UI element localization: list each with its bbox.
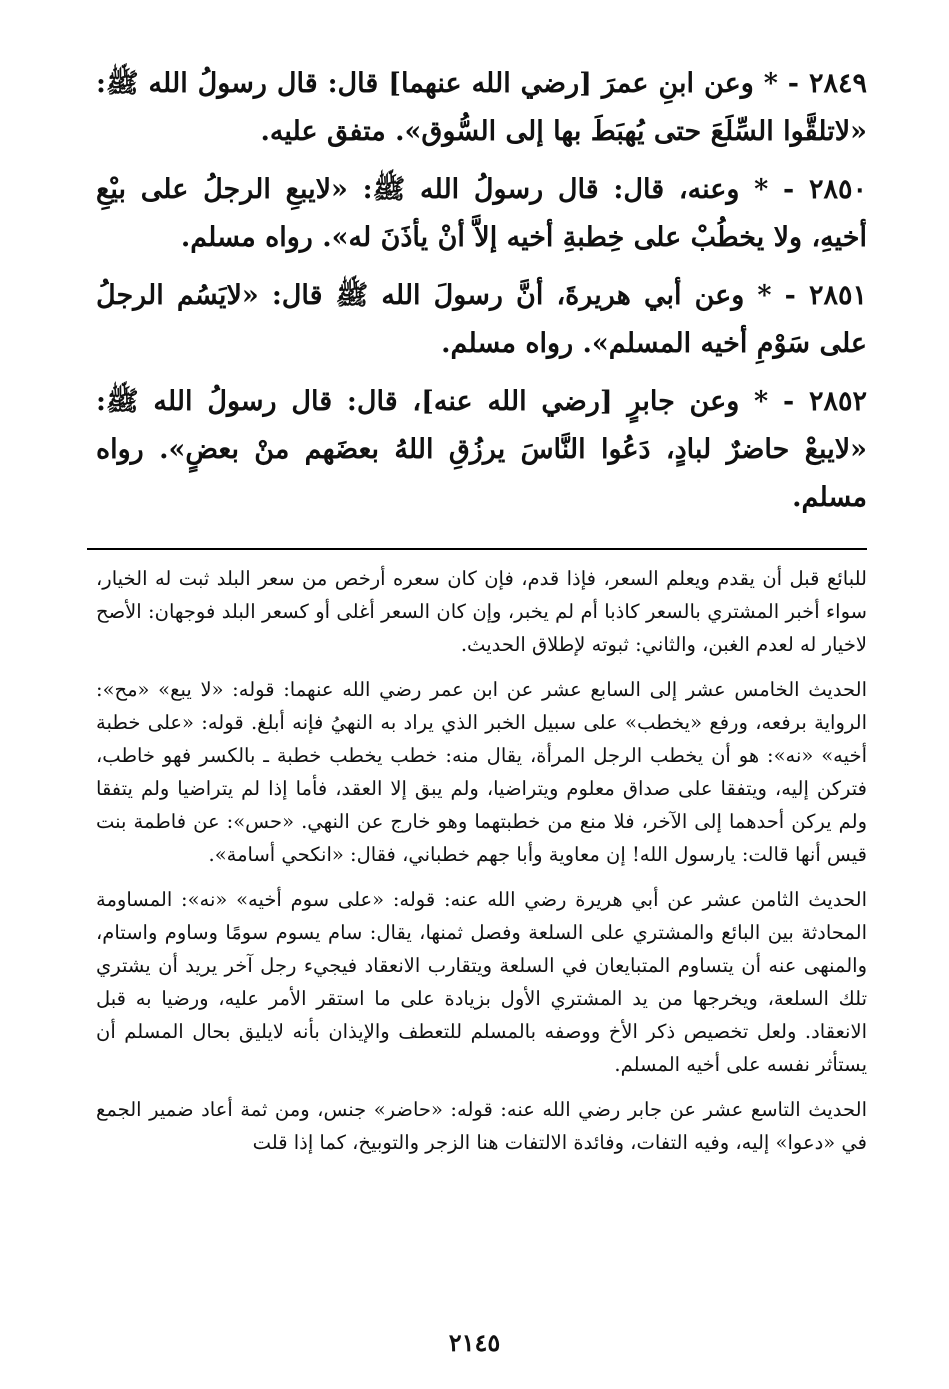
hadith-2849: ٢٨٤٩ - * وعن ابنِ عمرَ [رضي الله عنهما] قال: قال رسولُ الله ﷺ: «لاتلقَّوا السِّلَعَ حتى يُهبَطَ بها إلى السُّوق». متفق عليه. <box>96 68 867 147</box>
hadith-2852: ٢٨٥٢ - * وعن جابرٍ [رضي الله عنه]، قال: قال رسولُ الله ﷺ: «لايبعْ حاضرٌ لبادٍ، دَعُوا النَّاسَ يرزُقِ اللهُ بعضَهم منْ بعضٍ». رواه مسلم. <box>96 386 867 513</box>
commentary-section <box>96 562 867 1159</box>
page-number: ٢١٤٥ <box>448 1328 501 1357</box>
footnote-divider <box>87 548 867 550</box>
commentary-paragraph-1: للبائع قبل أن يقدم ويعلم السعر، فإذا قدم، فإن كان سعره أرخص من سعر البلد ثبت له الخيار، سواء أخبر المشتري بالسعر كاذبا أم لم يخبر، وإن كان السعر أغلى أو كسعر البلد فوجهان: الأصح لاخيار له لعدم الغبن، والثاني: ثبوته لإطلاق الحديث. <box>96 567 867 656</box>
commentary-paragraph-2: الحديث الخامس عشر إلى السابع عشر عن ابن عمر رضي الله عنهما: قوله: «لا يبع» «مح»: الرواية برفعه، ورفع «يخطب» على سبيل الخبر الذي يراد به النهيُ فإنه أبلغ. قوله: «على خطبة أخيه» «نه»: هو أن يخطب الرجل المرأة، يقال منه: خطب يخطب خطبة ـ بالكسر فهو خاطب، فتركن إليه، ويتفقا على صداق معلوم ويتراضيا، ولم يبق إلا العقد، فأما إذا لم يتراضيا ولم يتفقا ولم يركن أحدهما إلى الآخر، فلا منع من خطبتهما وهو خارج عن النهي. «حس»: عن فاطمة بنت قيس أنها قالت: يارسول الله! إن معاوية وأبا جهم خطباني، فقال: «انكحي أسامة». <box>96 678 867 866</box>
hadith-2851: ٢٨٥١ - * وعن أبي هريرةَ، أنَّ رسولَ الله ﷺ قال: «لايَسُم الرجلُ على سَوْمِ أخيه المسلم». رواه مسلم. <box>96 280 867 359</box>
commentary-paragraph-3: الحديث الثامن عشر عن أبي هريرة رضي الله عنه: قوله: «على سوم أخيه» «نه»: المساومة المحادثة بين البائع والمشتري على السلعة وفصل ثمنها، يقال: سام يسوم سومًا وساوم واستام، والمنهى عنه أن يتساوم المتبايعان في السلعة ويتقارب الانعقاد فيجيء رجل آخر يريد أن يشتري تلك السلعة، ويخرجها من يد المشتري الأول بزيادة على ما استقر الأمر عليه، ورضيا به قبل الانعقاد. ولعل تخصيص ذكر الأخ ووصفه بالمسلم للتعطف والإيذان بأنه لايليق بحال المسلم أن يستأثر نفسه على أخيه المسلم. <box>96 888 867 1076</box>
hadith-section <box>96 60 867 522</box>
commentary-paragraph-4: الحديث التاسع عشر عن جابر رضي الله عنه: قوله: «حاضر» جنس، ومن ثمة أعاد ضمير الجمع في «دعوا» إليه، وفيه التفات، وفائدة الالتفات هنا الزجر والتوبيخ، كما إذا قلت <box>96 1098 867 1154</box>
hadith-2850: ٢٨٥٠ - * وعنه، قال: قال رسولُ الله ﷺ: «لايبعِ الرجلُ على بيْعِ أخيهِ، ولا يخطُبْ على خِطبةِ أخيه إلاَّ أنْ يأذَنَ له». رواه مسلم. <box>96 174 867 253</box>
